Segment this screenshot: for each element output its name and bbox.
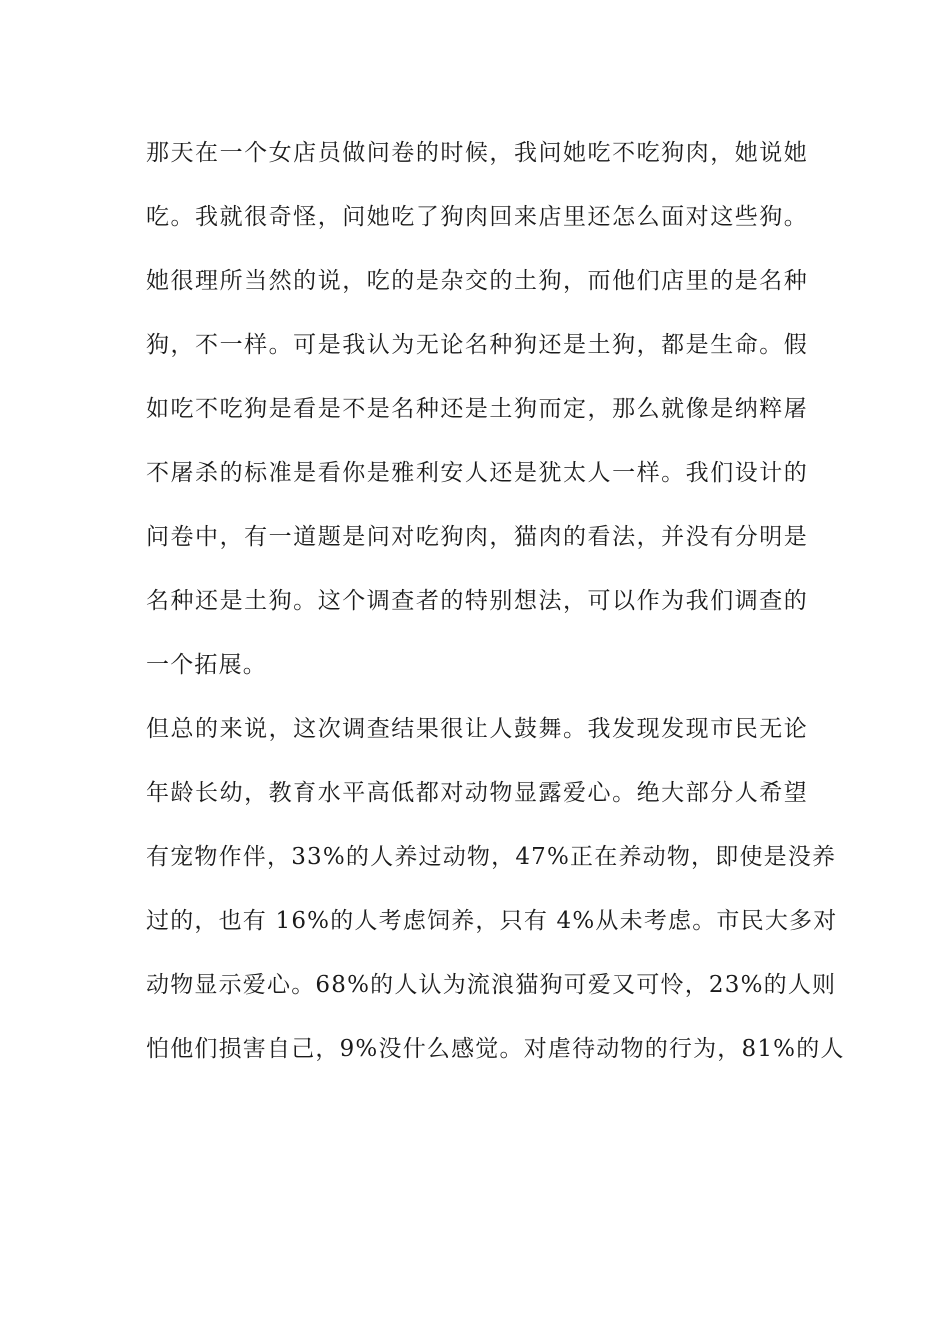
paragraph-1 [146,128,808,691]
text-line: 但总的来说，这次调查结果很让人鼓舞。我发现发现市民无论 [146,716,808,742]
text-line: 问卷中，有一道题是问对吃狗肉，猫肉的看法，并没有分明是 [146,524,808,550]
text-line: 那天在一个女店员做问卷的时候，我问她吃不吃狗肉，她说她 [146,140,808,166]
text-line: 怕他们损害自己，9%没什么感觉。对虐待动物的行为，81%的人 [146,1036,845,1062]
text-line: 一个拓展。 [146,652,267,678]
text-line: 吃。我就很奇怪，问她吃了狗肉回来店里还怎么面对这些狗。 [146,204,808,230]
text-line: 不屠杀的标准是看你是雅利安人还是犹太人一样。我们设计的 [146,460,808,486]
paragraph-2 [146,704,845,1075]
body-text [146,128,845,1088]
text-line: 如吃不吃狗是看是不是名种还是土狗而定，那么就像是纳粹屠 [146,396,808,422]
text-line: 有宠物作伴，33%的人养过动物，47%正在养动物，即使是没养 [146,844,837,870]
text-line: 她很理所当然的说，吃的是杂交的土狗，而他们店里的是名种 [146,268,808,294]
text-line: 名种还是土狗。这个调查者的特别想法，可以作为我们调查的 [146,588,808,614]
text-line: 过的，也有 16%的人考虑饲养，只有 4%从未考虑。市民大多对 [146,908,838,934]
text-line: 年龄长幼，教育水平高低都对动物显露爱心。绝大部分人希望 [146,780,808,806]
text-line: 狗，不一样。可是我认为无论名种狗还是土狗，都是生命。假 [146,332,808,358]
text-line: 动物显示爱心。68%的人认为流浪猫狗可爱又可怜，23%的人则 [146,972,837,998]
